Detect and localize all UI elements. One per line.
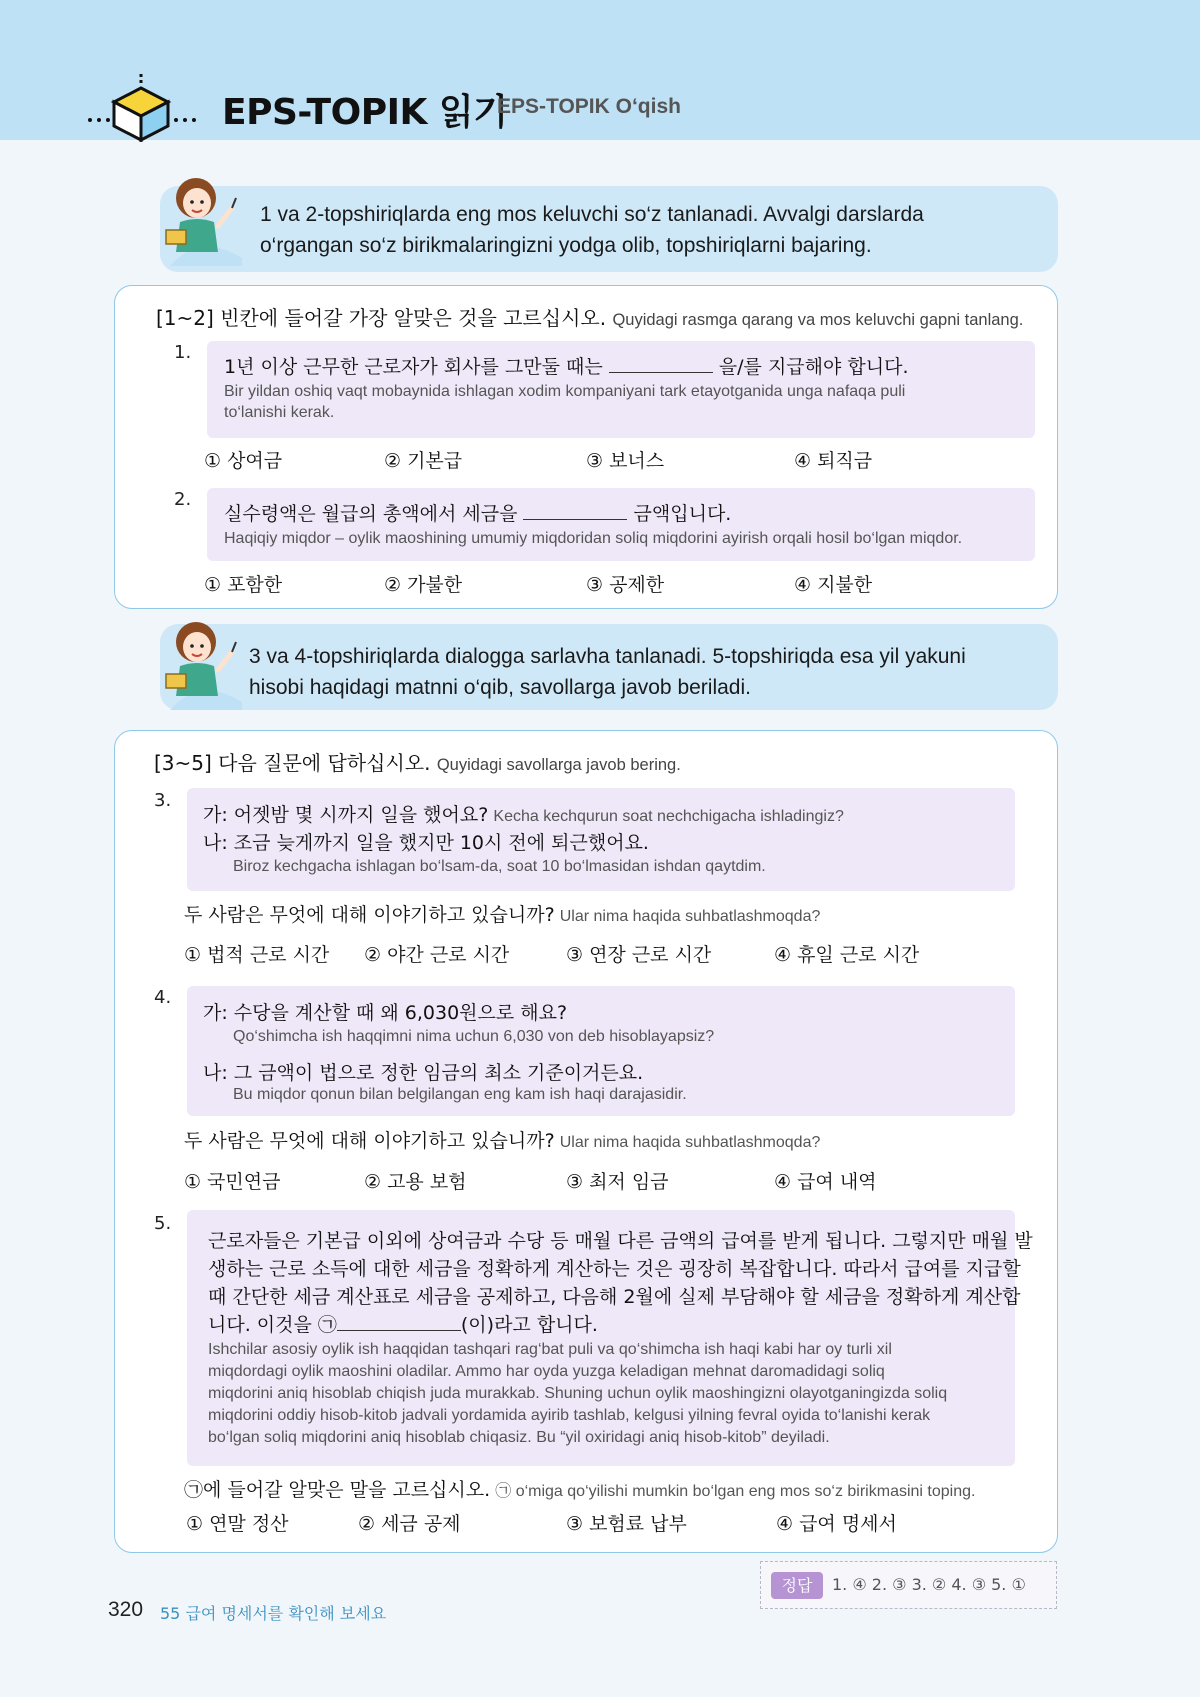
question-5-ko-line-1: 근로자들은 기본급 이외에 상여금과 수당 등 매월 다른 금액의 급여를 받게 됩니다. 그렇지만 매월 발 bbox=[208, 1230, 1033, 1252]
question-3-option-3[interactable]: ③ 연장 근로 시간 bbox=[566, 944, 712, 966]
question-5-ko-line-2: 생하는 근로 소득에 대한 세금을 정확하게 계산하는 것은 굉장히 복잡합니다. 따라서 급여를 지급할 bbox=[208, 1258, 1021, 1280]
section-1-title-ko: [1~2] 빈칸에 들어갈 가장 알맞은 것을 고르십시오. bbox=[156, 306, 607, 330]
question-4-option-2[interactable]: ② 고용 보험 bbox=[364, 1171, 467, 1193]
question-5-option-3[interactable]: ③ 보험료 납부 bbox=[566, 1513, 687, 1535]
page-number: 320 bbox=[108, 1598, 144, 1621]
question-2-box bbox=[207, 488, 1035, 561]
page-title: EPS-TOPIK 읽기 bbox=[222, 92, 508, 133]
question-1-option-1[interactable]: ① 상여금 bbox=[204, 450, 283, 472]
chapter-title: 55 급여 명세서를 확인해 보세요 bbox=[160, 1604, 387, 1623]
question-3-a-uz: Kecha kechqurun soat nechchigacha ishladingiz? bbox=[493, 808, 844, 825]
question-5-ko-line-4 bbox=[208, 1310, 598, 1337]
question-5-option-4[interactable]: ④ 급여 명세서 bbox=[776, 1513, 897, 1535]
question-5-number: 5. bbox=[154, 1213, 172, 1234]
question-5-ko-last-after: (이)라고 합니다. bbox=[460, 1314, 598, 1336]
question-5-ko-last-before: 니다. 이것을 ㉠ bbox=[208, 1314, 337, 1336]
question-3-speaker-a bbox=[203, 800, 844, 827]
section-2-title-ko: [3~5] 다음 질문에 답하십시오. bbox=[154, 751, 431, 775]
question-4-number: 4. bbox=[154, 987, 172, 1008]
cube-icon bbox=[110, 74, 172, 142]
question-2-option-4[interactable]: ④ 지불한 bbox=[794, 574, 873, 596]
question-5-uz-line-2: miqdordagi oylik maoshini oladilar. Ammo har oyda yuzga keladigan mehnat daromadidagi soliq bbox=[208, 1363, 885, 1380]
question-1-number: 1. bbox=[174, 342, 192, 363]
question-2-blank[interactable] bbox=[523, 502, 627, 520]
question-5-ko-line-3: 때 간단한 세금 계산표로 세금을 공제하고, 다음해 2월에 실제 부담해야 할 세금을 정확하게 계산합 bbox=[208, 1286, 1021, 1308]
question-2-ko-before: 실수령액은 월급의 총액에서 세금을 bbox=[224, 503, 518, 525]
question-1-uz-line-1: Bir yildan oshiq vaqt mobaynida ishlagan xodim kompaniyani tark etayotganida unga nafaqa puli bbox=[224, 383, 906, 400]
dotted-line-right bbox=[174, 118, 196, 122]
question-3-prompt-ko: 두 사람은 무엇에 대해 이야기하고 있습니까? bbox=[184, 904, 555, 926]
question-3-prompt bbox=[184, 900, 820, 927]
tip-2-line-2: hisobi haqidagi matnni o‘qib, savollarga javob beriladi. bbox=[249, 676, 751, 699]
question-5-prompt bbox=[184, 1475, 975, 1502]
question-4-option-1[interactable]: ① 국민연금 bbox=[184, 1171, 281, 1193]
question-2-ko-after: 금액입니다. bbox=[633, 503, 732, 525]
question-5-prompt-uz: ㉠ o‘miga qo‘yilishi mumkin bo‘lgan eng mos so‘z birikmasini toping. bbox=[495, 1483, 976, 1500]
question-3-option-2[interactable]: ② 야간 근로 시간 bbox=[364, 944, 510, 966]
question-4-prompt-uz: Ular nima haqida suhbatlashmoqda? bbox=[559, 1134, 821, 1151]
question-3-option-4[interactable]: ④ 휴일 근로 시간 bbox=[774, 944, 920, 966]
question-1-uz-line-2: to‘lanishi kerak. bbox=[224, 404, 335, 421]
question-5-prompt-ko: ㉠에 들어갈 알맞은 말을 고르십시오. bbox=[184, 1479, 491, 1501]
question-2-option-3[interactable]: ③ 공제한 bbox=[586, 574, 665, 596]
question-1-option-4[interactable]: ④ 퇴직금 bbox=[794, 450, 873, 472]
question-4-option-4[interactable]: ④ 급여 내역 bbox=[774, 1171, 877, 1193]
question-5-blank[interactable] bbox=[337, 1313, 461, 1331]
question-2-uz: Haqiqiy miqdor – oylik maoshining umumiy miqdoridan soliq miqdorini ayirish orqali hosil bo‘lgan miqdor. bbox=[224, 530, 963, 547]
question-5-uz-line-3: miqdorini aniq hisoblab chiqish juda murakkab. Shuning uchun oylik maoshingizni olayotganingizda soliq bbox=[208, 1385, 948, 1402]
dotted-line-left bbox=[88, 118, 110, 122]
question-1-option-2[interactable]: ② 기본급 bbox=[384, 450, 463, 472]
page-header bbox=[0, 0, 1200, 140]
tip-1-text bbox=[260, 199, 924, 261]
question-1-ko bbox=[224, 352, 909, 379]
question-2-number: 2. bbox=[174, 489, 192, 510]
question-3-option-1[interactable]: ① 법적 근로 시간 bbox=[184, 944, 330, 966]
question-4-b-ko: 나: 그 금액이 법으로 정한 임금의 최소 기준이거든요. bbox=[203, 1062, 644, 1084]
question-3-box bbox=[187, 788, 1015, 891]
tip-1-line-2: o‘rgangan so‘z birikmalaringizni yodga olib, topshiriqlarni bajaring. bbox=[260, 234, 872, 257]
teacher-girl-icon bbox=[160, 172, 242, 266]
question-5-uz-line-1: Ishchilar asosiy oylik ish haqqidan tashqari rag‘bat puli va qo‘shimcha ish haqi kabi har oy turli xil bbox=[208, 1341, 892, 1358]
question-1-ko-after: 을/를 지급해야 합니다. bbox=[718, 356, 909, 378]
answer-key-text: 1. ④ 2. ③ 3. ② 4. ③ 5. ① bbox=[832, 1575, 1026, 1594]
question-1-option-3[interactable]: ③ 보너스 bbox=[586, 450, 665, 472]
tip-1-line-1: 1 va 2-topshiriqlarda eng mos keluvchi so‘z tanlanadi. Avvalgi darslarda bbox=[260, 203, 924, 226]
question-3-prompt-uz: Ular nima haqida suhbatlashmoqda? bbox=[559, 908, 821, 925]
tip-2-text bbox=[249, 641, 966, 703]
question-2-ko bbox=[224, 499, 731, 526]
section-1-title-uz: Quyidagi rasmga qarang va mos keluvchi gapni tanlang. bbox=[612, 311, 1024, 329]
question-3-number: 3. bbox=[154, 790, 172, 811]
question-5-box bbox=[187, 1210, 1033, 1466]
page-subtitle: EPS-TOPIK O‘qish bbox=[497, 95, 681, 118]
section-1-title bbox=[156, 302, 1023, 331]
question-3-a-ko: 가: 어젯밤 몇 시까지 일을 했어요? bbox=[203, 804, 489, 826]
teacher-girl-icon bbox=[160, 616, 242, 710]
tip-2-line-1: 3 va 4-topshiriqlarda dialogga sarlavha tanlanadi. 5-topshiriqda esa yil yakuni bbox=[249, 645, 966, 668]
answer-key-box bbox=[760, 1561, 1057, 1609]
question-5-uz-line-5: bo‘lgan soliq miqdorini aniq hisoblab chiqasiz. Bu “yil oxiridagi aniq hisob-kitob” deyiladi. bbox=[208, 1429, 830, 1446]
question-4-b-uz: Bu miqdor qonun bilan belgilangan eng kam ish haqi darajasidir. bbox=[233, 1086, 687, 1103]
question-3-b-uz: Biroz kechgacha ishlagan bo‘lsam-da, soat 10 bo‘lmasidan ishdan qaytdim. bbox=[233, 858, 766, 875]
question-4-a-uz: Qo‘shimcha ish haqqimni nima uchun 6,030 von deb hisoblayapsiz? bbox=[233, 1028, 715, 1045]
question-4-box bbox=[187, 986, 1015, 1116]
question-1-blank[interactable] bbox=[609, 355, 713, 373]
section-2-title bbox=[154, 747, 681, 776]
question-5-uz-line-4: miqdorini oddiy hisob-kitob jadvali yordamida ayirib tashlab, kelgusi yilning fevral oyida to‘lanishi kerak bbox=[208, 1407, 931, 1424]
question-1-ko-before: 1년 이상 근무한 근로자가 회사를 그만둘 때는 bbox=[224, 356, 603, 378]
question-4-a-ko: 가: 수당을 계산할 때 왜 6,030원으로 해요? bbox=[203, 1002, 568, 1024]
question-3-b-ko: 나: 조금 늦게까지 일을 했지만 10시 전에 퇴근했어요. bbox=[203, 832, 649, 854]
question-4-option-3[interactable]: ③ 최저 임금 bbox=[566, 1171, 669, 1193]
question-4-prompt bbox=[184, 1126, 820, 1153]
answer-key-badge: 정답 bbox=[771, 1572, 823, 1599]
section-2-title-uz: Quyidagi savollarga javob bering. bbox=[436, 756, 681, 774]
question-2-option-1[interactable]: ① 포함한 bbox=[204, 574, 283, 596]
question-1-box bbox=[207, 341, 1035, 438]
question-5-option-1[interactable]: ① 연말 정산 bbox=[186, 1513, 289, 1535]
question-2-option-2[interactable]: ② 가불한 bbox=[384, 574, 463, 596]
question-4-prompt-ko: 두 사람은 무엇에 대해 이야기하고 있습니까? bbox=[184, 1130, 555, 1152]
question-5-option-2[interactable]: ② 세금 공제 bbox=[358, 1513, 461, 1535]
